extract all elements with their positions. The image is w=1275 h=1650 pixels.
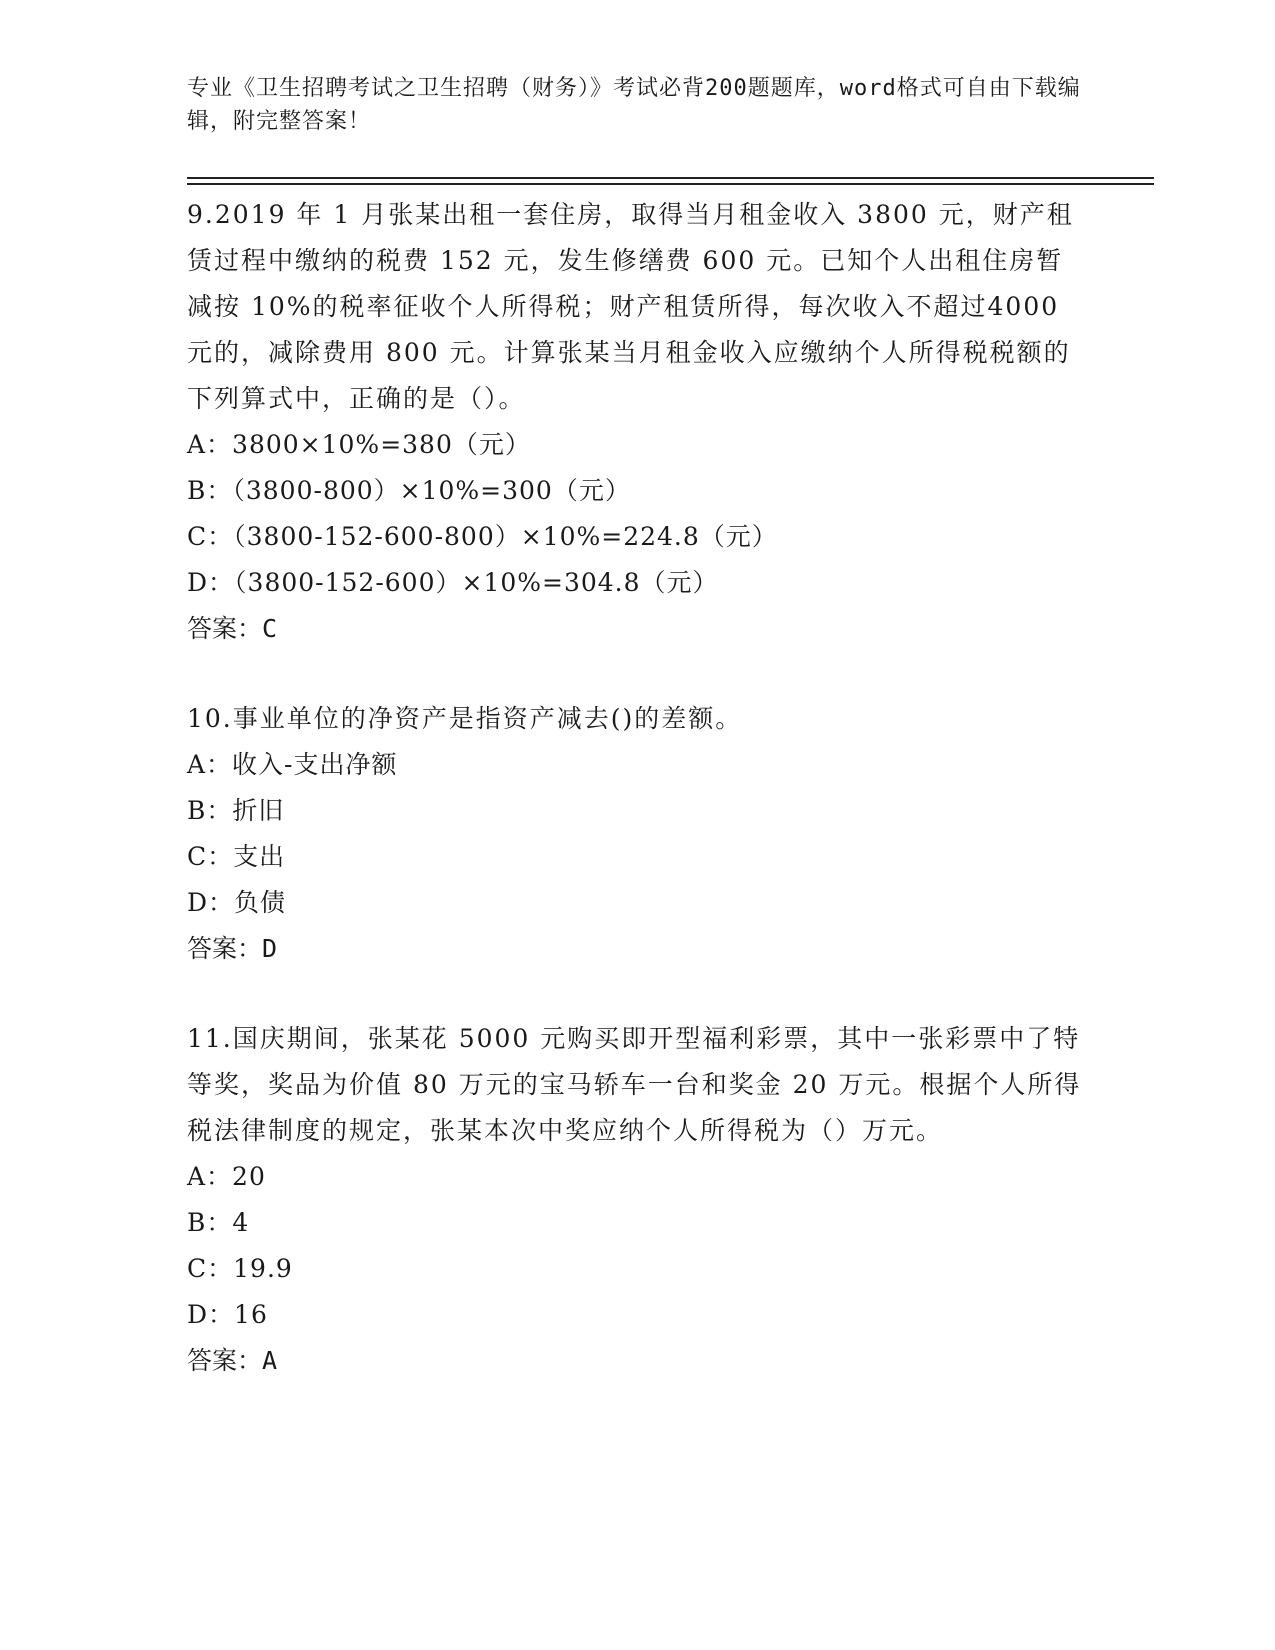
question-text: 11.国庆期间，张某花 5000 元购买即开型福利彩票，其中一张彩票中了特等奖，奖品为价值 80 万元的宝马轿车一台和奖金 20 万元。根据个人所得税法律制度的规定，张某本次中奖应纳个人所得税为（）万元。 [187, 1024, 1082, 1145]
question-text: 10.事业单位的净资产是指资产减去()的差额。 [187, 704, 743, 733]
spacer [187, 652, 1087, 696]
option-b: B：（3800-800）×10%=300（元） [187, 476, 631, 505]
question-10 [187, 696, 1087, 972]
option-d: D：负债 [187, 888, 287, 917]
option-a: A：20 [187, 1162, 266, 1191]
question-9 [187, 192, 1087, 652]
answer-label: 答案：A [187, 1346, 278, 1375]
option-c: C：（3800-152-600-800）×10%=224.8（元） [187, 522, 778, 551]
option-a: A：收入-支出净额 [187, 750, 398, 779]
answer-label: 答案：C [187, 614, 278, 643]
option-d: D：（3800-152-600）×10%=304.8（元） [187, 568, 719, 597]
option-b: B：折旧 [187, 796, 285, 825]
document-header: 专业《卫生招聘考试之卫生招聘（财务）》考试必背200题题库，word格式可自由下载编辑，附完整答案！ [187, 76, 1081, 134]
question-list [187, 192, 1087, 1384]
option-a: A：3800×10%=380（元） [187, 430, 531, 459]
option-c: C：支出 [187, 842, 286, 871]
question-text: 9.2019 年 1 月张某出租一套住房，取得当月租金收入 3800 元，财产租赁过程中缴纳的税费 152 元，发生修缮费 600 元。已知个人出租住房暂减按 10%的税率征收个人所得税；财产租赁所得，每次收入不超过4000 元的，减除费用 800 元。计算张某当月租金收入应缴纳个人所得税税额的下列算式中，正确的是（）。 [187, 200, 1074, 413]
option-b: B：4 [187, 1208, 250, 1237]
option-c: C：19.9 [187, 1254, 293, 1283]
spacer [187, 972, 1087, 1016]
header-divider-bottom [187, 183, 1154, 185]
header-divider-top [187, 177, 1154, 179]
question-11 [187, 1016, 1087, 1384]
option-d: D：16 [187, 1300, 268, 1329]
answer-label: 答案：D [187, 934, 278, 963]
